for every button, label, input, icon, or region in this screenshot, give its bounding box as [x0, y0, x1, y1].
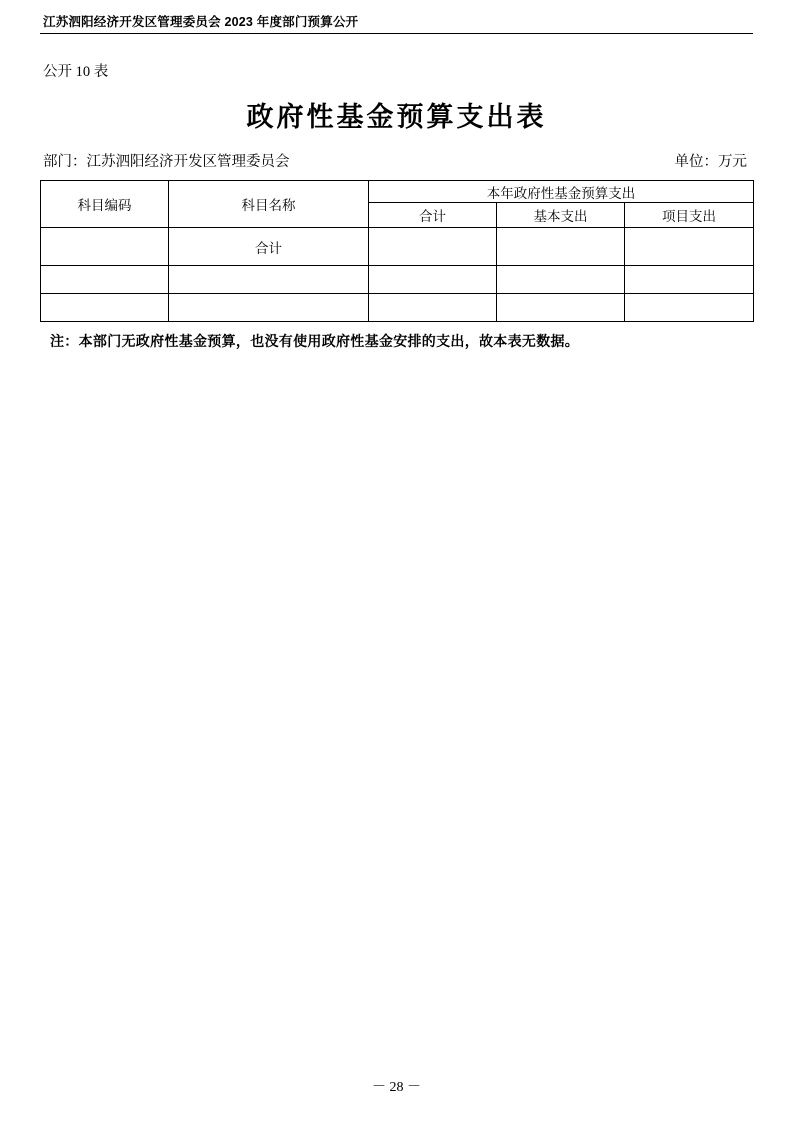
cell-total [369, 266, 497, 294]
cell-project [625, 228, 754, 266]
department-label: 部门：江苏泗阳经济开发区管理委员会 [43, 154, 290, 170]
cell-total [369, 294, 497, 322]
cell-basic [497, 228, 625, 266]
cell-name: 合计 [169, 228, 369, 266]
table-header-row-1 [41, 181, 754, 203]
table-note: 注：本部门无政府性基金预算，也没有使用政府性基金安排的支出，故本表无数据。 [50, 333, 580, 349]
col-header-code: 科目编码 [41, 181, 169, 228]
page-title: 政府性基金预算支出表 [246, 102, 547, 132]
col-header-total: 合计 [369, 203, 497, 228]
meta-row [40, 150, 753, 171]
table-body [41, 228, 754, 322]
running-header: 江苏泗阳经济开发区管理委员会 2023 年度部门预算公开 [43, 15, 359, 29]
table-row [41, 294, 754, 322]
header-divider [40, 33, 753, 34]
budget-table [40, 180, 754, 322]
unit-label: 单位：万元 [674, 154, 747, 170]
col-header-basic: 基本支出 [497, 203, 625, 228]
col-header-project: 项目支出 [625, 203, 754, 228]
col-header-name: 科目名称 [169, 181, 369, 228]
cell-project [625, 266, 754, 294]
cell-code [41, 266, 169, 294]
cell-basic [497, 266, 625, 294]
cell-name [169, 294, 369, 322]
table-header [41, 181, 754, 228]
cell-project [625, 294, 754, 322]
cell-code [41, 228, 169, 266]
page-number: － 28 － [372, 1080, 421, 1095]
cell-total [369, 228, 497, 266]
cell-basic [497, 294, 625, 322]
sheet-label: 公开 10 表 [43, 64, 109, 80]
col-header-group: 本年政府性基金预算支出 [369, 181, 754, 203]
cell-name [169, 266, 369, 294]
table-row [41, 266, 754, 294]
table-row [41, 228, 754, 266]
cell-code [41, 294, 169, 322]
